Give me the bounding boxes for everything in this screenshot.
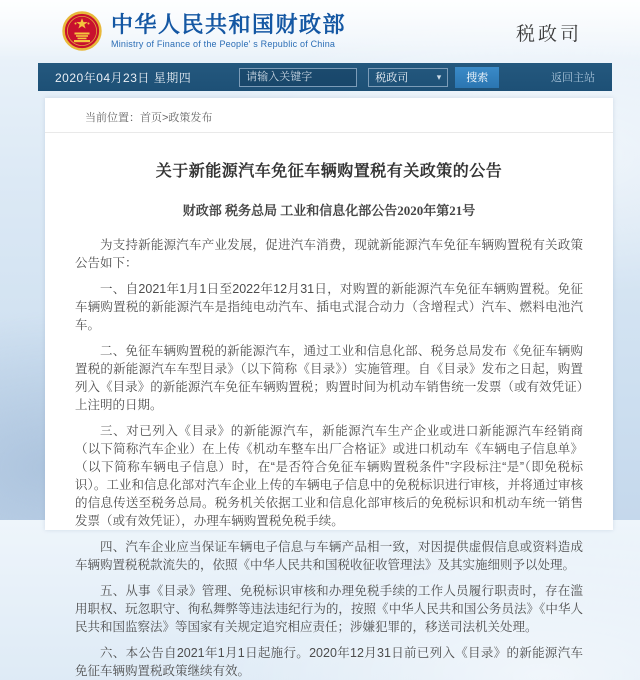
site-header: [0, 0, 640, 62]
site-subtitle: Ministry of Finance of the People' s Republic of China: [111, 39, 336, 49]
breadcrumb: [75, 98, 583, 132]
article-paragraph: 为支持新能源汽车产业发展，促进汽车消费，现就新能源汽车免征车辆购置税有关政策公告如下：: [75, 238, 583, 270]
article-paragraph: 二、免征车辆购置税的新能源汽车，通过工业和信息化部、税务总局发布《免征车辆购置税的新能源汽车车型目录》（以下简称《目录》）实施管理。自《目录》发布之日起，购置列入《目录》的新能源汽车免征车辆购置税；购置时间为机动车销售统一发票（或有效凭证）上注明的日期。: [75, 344, 583, 412]
site-title-block: [111, 13, 346, 49]
article-body: [75, 236, 583, 680]
search-scope-value: 税政司: [375, 72, 409, 84]
article-paragraph: 一、自2021年1月1日至2022年12月31日，对购置的新能源汽车免征车辆购置税。免征车辆购置税的新能源汽车是指纯电动汽车、插电式混合动力（含增程式）汽车、燃料电池汽车。: [75, 282, 583, 332]
national-emblem-icon: [62, 11, 102, 51]
article-paragraph: 三、对已列入《目录》的新能源汽车，新能源汽车生产企业或进口新能源汽车经销商（以下简称汽车企业）在上传《机动车整车出厂合格证》或进口机动车《车辆电子信息单》（以下简称车辆电子信息）时，在“是否符合免征车辆购置税条件”字段标注“是”（即免税标识）。工业和信息化部对汽车企业上传的车辆电子信息中的免税标识进行审核，并将通过审核的信息传送至税务总局。税务机关依据工业和信息化部审核后的免税标识和机动车统一销售发票（或有效凭证），办理车辆购置税免税手续。: [75, 424, 583, 528]
article-paragraph: 五、从事《目录》管理、免税标识审核和办理免税手续的工作人员履行职责时，存在滥用职权、玩忽职守、徇私舞弊等违法违纪行为的，按照《中华人民共和国公务员法》《中华人民共和国监察法》等国家有关规定追究相应责任；涉嫌犯罪的，移送司法机关处理。: [75, 584, 583, 634]
search-input[interactable]: [239, 68, 357, 87]
department-label: 税政司: [515, 24, 582, 45]
navbar: [38, 63, 612, 91]
document-number: 财政部 税务总局 工业和信息化部公告2020年第21号: [182, 203, 476, 218]
breadcrumb-label: 当前位置：: [85, 112, 140, 124]
article-title: 关于新能源汽车免征车辆购置税有关政策的公告: [155, 163, 503, 180]
search-button[interactable]: 搜索: [455, 67, 499, 88]
search-scope-dropdown[interactable]: [368, 68, 448, 87]
date-text: 2020年04月23日 星期四: [55, 70, 192, 85]
back-to-main-link[interactable]: 返回主站: [551, 72, 595, 84]
content-panel: [45, 98, 613, 678]
article-paragraph: 六、本公告自2021年1月1日起施行。2020年12月31日前已列入《目录》的新能源汽车免征车辆购置税政策继续有效。: [75, 646, 583, 678]
article-paragraph: 四、汽车企业应当保证车辆电子信息与车辆产品相一致，对因提供虚假信息或资料造成车辆购置税税款流失的，依照《中华人民共和国税收征收管理法》及其实施细则予以处理。: [75, 540, 583, 572]
breadcrumb-path[interactable]: 首页>政策发布: [140, 112, 213, 124]
breadcrumb-divider: [45, 132, 613, 133]
chevron-down-icon: ▾: [436, 71, 442, 82]
site-title: 中华人民共和国财政部: [111, 12, 347, 37]
